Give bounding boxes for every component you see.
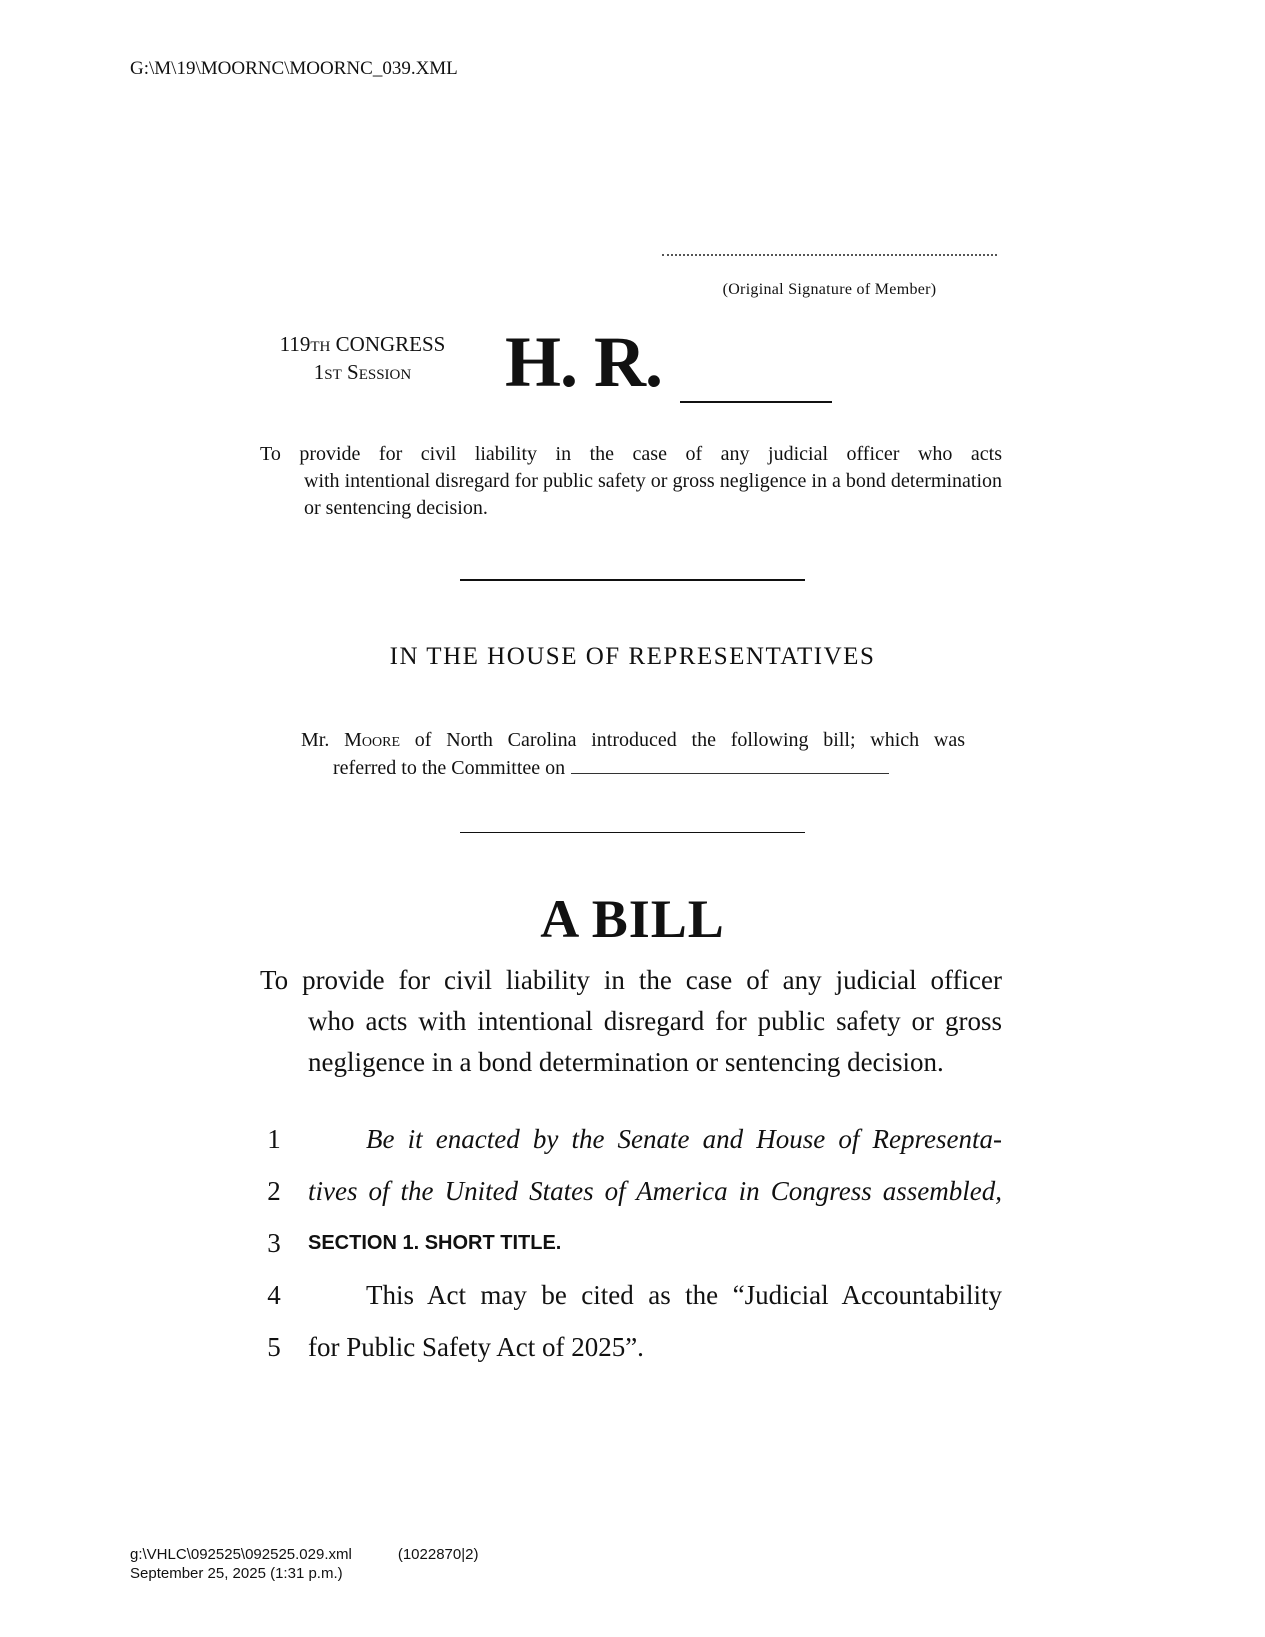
session-word: Session <box>347 360 412 384</box>
congress-suffix: TH <box>310 339 331 355</box>
section-text: for Public Safety Act of 2025”. <box>308 1332 644 1362</box>
footer-code: (1022870|2) <box>397 1546 479 1563</box>
a-bill-heading: A BILL <box>540 889 725 949</box>
footer-date: September 25, 2025 (1:31 p.m.) <box>130 1565 343 1582</box>
section-text: This Act may be cited as the “Judicial Accountability <box>366 1280 1002 1310</box>
enacting-clause: tives of the United States of America in Congress assembled, <box>308 1176 1002 1206</box>
long-title-line1: To provide for civil liability in the case of any judicial officer <box>260 965 1002 995</box>
line-number: 4 <box>267 1280 281 1310</box>
line-number: 1 <box>267 1124 281 1154</box>
introduction-text: of North Carolina introduced the following bill; which was <box>414 729 965 751</box>
signature-line <box>662 250 997 256</box>
introduction <box>301 726 965 782</box>
footer <box>130 1545 478 1583</box>
introduction-line1 <box>301 726 965 754</box>
congress-session <box>255 332 470 388</box>
congress-word: CONGRESS <box>335 332 446 356</box>
footer-path: g:\VHLC\092525\092525.029.xml <box>130 1546 352 1563</box>
introduction-line2 <box>301 754 965 782</box>
enacting-clause: Be it enacted by the Senate and House of Representa- <box>366 1124 1002 1154</box>
session-suffix: ST <box>324 367 342 383</box>
footer-line1 <box>130 1545 478 1564</box>
sponsor-prefix: Mr. <box>301 729 330 751</box>
committee-blank <box>571 772 889 774</box>
file-path: G:\M\19\MOORNC\MOORNC_039.XML <box>130 58 458 79</box>
short-title <box>260 441 1002 522</box>
numbered-line <box>260 1113 1002 1165</box>
session-line <box>255 360 470 388</box>
numbered-line <box>260 1217 1002 1269</box>
short-title-line1: To provide for civil liability in the case of any judicial officer who acts <box>260 443 1002 465</box>
signature-caption: (Original Signature of Member) <box>722 281 937 298</box>
numbered-line <box>260 1269 1002 1321</box>
line-number: 5 <box>267 1332 281 1362</box>
committee-text: referred to the Committee on <box>333 757 566 779</box>
short-title-rest: with intentional disregard for public safety or gross negligence in a bond determination or sentencing decision. <box>304 470 1002 519</box>
line-number: 2 <box>267 1176 281 1206</box>
session-number: 1 <box>313 360 325 384</box>
divider-rule <box>460 579 805 581</box>
sponsor-name: Moore <box>344 729 401 751</box>
section-heading: SECTION 1. SHORT TITLE. <box>308 1232 562 1254</box>
long-title-rest: who acts with intentional disregard for public safety or gross negligence in a bond determination or sentencing decision. <box>308 1006 1002 1077</box>
long-title <box>260 960 1002 1083</box>
bill-number-blank <box>680 401 832 403</box>
divider-rule <box>460 832 805 833</box>
congress-number: 119 <box>279 332 311 356</box>
congress-line <box>255 332 470 360</box>
line-number: 3 <box>267 1228 281 1258</box>
numbered-line <box>260 1321 1002 1373</box>
numbered-line <box>260 1165 1002 1217</box>
chamber-heading: IN THE HOUSE OF REPRESENTATIVES <box>389 643 876 670</box>
bill-label: H. R. <box>505 322 662 402</box>
